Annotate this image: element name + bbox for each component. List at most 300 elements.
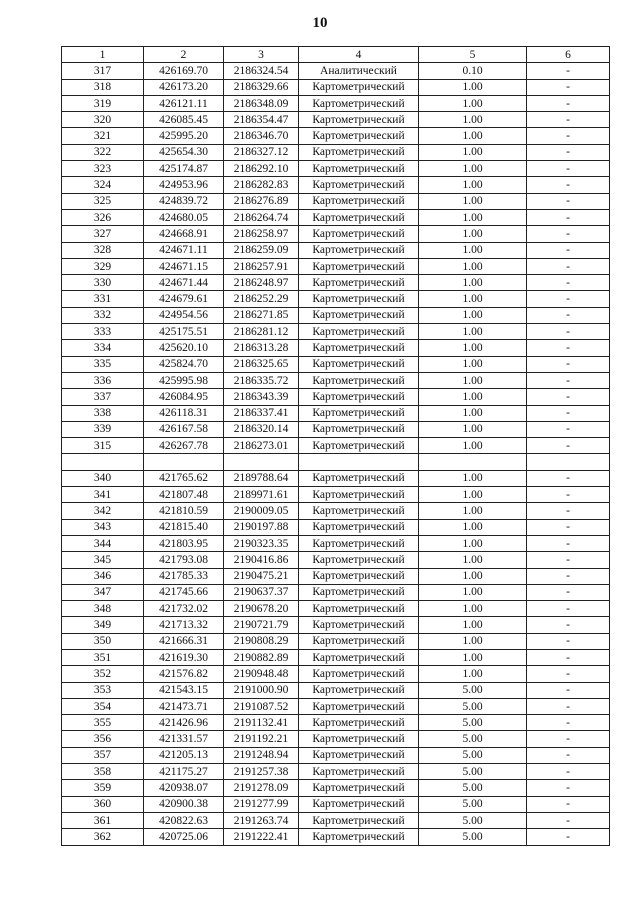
x-coordinate-cell: 421576.82 [144,666,224,682]
accuracy-cell: 5.00 [419,682,527,698]
y-coordinate-cell: 2186252.29 [224,291,299,307]
point-number-cell: 325 [62,193,144,209]
table-row [62,307,610,323]
note-cell: - [527,177,610,193]
accuracy-cell: 1.00 [419,405,527,421]
note-cell: - [527,258,610,274]
method-cell: Картометрический [299,389,419,405]
note-cell: - [527,193,610,209]
accuracy-cell: 1.00 [419,144,527,160]
x-coordinate-cell: 421815.40 [144,519,224,535]
y-coordinate-cell: 2186324.54 [224,63,299,79]
point-number-cell: 341 [62,487,144,503]
accuracy-cell: 1.00 [419,356,527,372]
x-coordinate-cell: 421619.30 [144,649,224,665]
table-row [62,666,610,682]
table-row [62,128,610,144]
accuracy-cell: 1.00 [419,438,527,454]
x-coordinate-cell: 426085.45 [144,112,224,128]
y-coordinate-cell: 2186257.91 [224,258,299,274]
x-coordinate-cell: 421765.62 [144,470,224,486]
table-row [62,95,610,111]
method-cell: Картометрический [299,568,419,584]
point-number-cell: 360 [62,796,144,812]
point-number-cell: 336 [62,372,144,388]
accuracy-cell: 1.00 [419,421,527,437]
method-cell: Картометрический [299,372,419,388]
point-number-cell: 343 [62,519,144,535]
accuracy-cell: 1.00 [419,584,527,600]
note-cell: - [527,601,610,617]
method-cell: Картометрический [299,193,419,209]
table-row [62,340,610,356]
note-cell: - [527,275,610,291]
note-cell: - [527,731,610,747]
x-coordinate-cell: 420822.63 [144,812,224,828]
note-cell: - [527,715,610,731]
point-number-cell: 328 [62,242,144,258]
point-number-cell: 354 [62,698,144,714]
note-cell: - [527,389,610,405]
table-row [62,617,610,633]
method-cell: Картометрический [299,144,419,160]
x-coordinate-cell: 425174.87 [144,161,224,177]
table-row [62,112,610,128]
point-number-cell: 361 [62,812,144,828]
method-cell [299,454,419,470]
x-coordinate-cell: 421745.66 [144,584,224,600]
accuracy-cell: 1.00 [419,601,527,617]
accuracy-cell: 5.00 [419,698,527,714]
note-cell: - [527,307,610,323]
note-cell: - [527,812,610,828]
table-row [62,324,610,340]
accuracy-cell: 1.00 [419,372,527,388]
method-cell: Картометрический [299,487,419,503]
method-cell: Картометрический [299,421,419,437]
point-number-cell: 330 [62,275,144,291]
column-header: 6 [527,47,610,63]
note-cell: - [527,682,610,698]
y-coordinate-cell: 2186320.14 [224,421,299,437]
y-coordinate-cell: 2186248.97 [224,275,299,291]
table-row [62,649,610,665]
note-cell: - [527,796,610,812]
method-cell: Картометрический [299,242,419,258]
accuracy-cell: 1.00 [419,487,527,503]
accuracy-cell: 1.00 [419,112,527,128]
method-cell: Картометрический [299,275,419,291]
table-row [62,177,610,193]
accuracy-cell: 1.00 [419,666,527,682]
accuracy-cell: 1.00 [419,535,527,551]
y-coordinate-cell: 2186258.97 [224,226,299,242]
accuracy-cell: 5.00 [419,731,527,747]
y-coordinate-cell: 2186327.12 [224,144,299,160]
point-number-cell: 349 [62,617,144,633]
column-header: 1 [62,47,144,63]
table-row [62,144,610,160]
x-coordinate-cell: 424671.11 [144,242,224,258]
table-row [62,633,610,649]
y-coordinate-cell: 2190416.86 [224,552,299,568]
table-row [62,715,610,731]
point-number-cell: 322 [62,144,144,160]
accuracy-cell: 1.00 [419,649,527,665]
point-number-cell: 345 [62,552,144,568]
note-cell: - [527,747,610,763]
note-cell: - [527,503,610,519]
note-cell: - [527,226,610,242]
x-coordinate-cell: 420938.07 [144,780,224,796]
table-row [62,242,610,258]
method-cell: Картометрический [299,324,419,340]
y-coordinate-cell: 2186325.65 [224,356,299,372]
x-coordinate-cell: 424679.61 [144,291,224,307]
x-coordinate-cell: 425824.70 [144,356,224,372]
method-cell: Картометрический [299,535,419,551]
point-number-cell: 342 [62,503,144,519]
note-cell: - [527,552,610,568]
method-cell: Картометрический [299,209,419,225]
note-cell: - [527,535,610,551]
y-coordinate-cell: 2190197.88 [224,519,299,535]
accuracy-cell: 1.00 [419,242,527,258]
note-cell: - [527,764,610,780]
note-cell: - [527,242,610,258]
y-coordinate-cell: 2189971.61 [224,487,299,503]
method-cell: Картометрический [299,177,419,193]
accuracy-cell: 1.00 [419,128,527,144]
accuracy-cell: 1.00 [419,568,527,584]
note-cell: - [527,161,610,177]
method-cell: Картометрический [299,128,419,144]
y-coordinate-cell: 2190882.89 [224,649,299,665]
y-coordinate-cell: 2186292.10 [224,161,299,177]
accuracy-cell: 0.10 [419,63,527,79]
point-number-cell: 357 [62,747,144,763]
y-coordinate-cell: 2186259.09 [224,242,299,258]
accuracy-cell: 1.00 [419,324,527,340]
method-cell: Картометрический [299,764,419,780]
accuracy-cell: 1.00 [419,552,527,568]
y-coordinate-cell: 2191087.52 [224,698,299,714]
accuracy-cell: 5.00 [419,812,527,828]
accuracy-cell: 1.00 [419,95,527,111]
page-number: 10 [312,15,328,31]
accuracy-cell: 1.00 [419,307,527,323]
y-coordinate-cell: 2191257.38 [224,764,299,780]
y-coordinate-cell: 2186282.83 [224,177,299,193]
x-coordinate-cell: 421666.31 [144,633,224,649]
column-header: 4 [299,47,419,63]
method-cell: Картометрический [299,470,419,486]
y-coordinate-cell: 2186264.74 [224,209,299,225]
point-number-cell: 337 [62,389,144,405]
point-number-cell: 332 [62,307,144,323]
table-row [62,454,610,470]
table-row [62,698,610,714]
y-coordinate-cell: 2190721.79 [224,617,299,633]
x-coordinate-cell: 426267.78 [144,438,224,454]
accuracy-cell: 1.00 [419,209,527,225]
note-cell: - [527,487,610,503]
x-coordinate-cell: 424668.91 [144,226,224,242]
x-coordinate-cell: 424839.72 [144,193,224,209]
note-cell: - [527,372,610,388]
table-row [62,584,610,600]
note-cell: - [527,79,610,95]
y-coordinate-cell: 2191000.90 [224,682,299,698]
point-number-cell: 339 [62,421,144,437]
point-number-cell: 356 [62,731,144,747]
point-number-cell: 318 [62,79,144,95]
x-coordinate-cell: 421713.32 [144,617,224,633]
y-coordinate-cell: 2189788.64 [224,470,299,486]
table-row [62,487,610,503]
table-row [62,79,610,95]
note-cell: - [527,780,610,796]
note-cell: - [527,405,610,421]
y-coordinate-cell: 2186348.09 [224,95,299,111]
method-cell: Картометрический [299,633,419,649]
point-number-cell: 338 [62,405,144,421]
table-row [62,405,610,421]
point-number-cell: 358 [62,764,144,780]
point-number-cell: 352 [62,666,144,682]
accuracy-cell: 5.00 [419,764,527,780]
x-coordinate-cell: 426084.95 [144,389,224,405]
y-coordinate-cell: 2190808.29 [224,633,299,649]
point-number-cell: 320 [62,112,144,128]
accuracy-cell: 1.00 [419,161,527,177]
x-coordinate-cell: 421732.02 [144,601,224,617]
table-row [62,193,610,209]
accuracy-cell: 1.00 [419,226,527,242]
method-cell: Картометрический [299,519,419,535]
y-coordinate-cell: 2191248.94 [224,747,299,763]
x-coordinate-cell: 424680.05 [144,209,224,225]
coordinates-table [61,46,610,846]
x-coordinate-cell: 426167.58 [144,421,224,437]
table-row [62,275,610,291]
x-coordinate-cell: 421803.95 [144,535,224,551]
y-coordinate-cell: 2186271.85 [224,307,299,323]
note-cell: - [527,438,610,454]
method-cell: Картометрический [299,95,419,111]
note-cell: - [527,470,610,486]
point-number-cell: 329 [62,258,144,274]
note-cell: - [527,291,610,307]
x-coordinate-cell [144,454,224,470]
accuracy-cell: 1.00 [419,79,527,95]
note-cell: - [527,95,610,111]
method-cell: Картометрический [299,731,419,747]
y-coordinate-cell: 2190009.05 [224,503,299,519]
x-coordinate-cell: 425995.98 [144,372,224,388]
table-header-row [62,47,610,63]
point-number-cell: 346 [62,568,144,584]
point-number-cell: 315 [62,438,144,454]
point-number-cell: 327 [62,226,144,242]
method-cell: Картометрический [299,438,419,454]
table-row [62,796,610,812]
y-coordinate-cell: 2191222.41 [224,829,299,845]
table-body [62,63,610,845]
y-coordinate-cell: 2186354.47 [224,112,299,128]
x-coordinate-cell: 426169.70 [144,63,224,79]
point-number-cell: 331 [62,291,144,307]
note-cell: - [527,617,610,633]
y-coordinate-cell: 2191278.09 [224,780,299,796]
point-number-cell: 324 [62,177,144,193]
method-cell: Картометрический [299,226,419,242]
x-coordinate-cell: 421793.08 [144,552,224,568]
point-number-cell [62,454,144,470]
method-cell: Картометрический [299,552,419,568]
accuracy-cell: 1.00 [419,177,527,193]
point-number-cell: 344 [62,535,144,551]
note-cell: - [527,698,610,714]
y-coordinate-cell: 2186276.89 [224,193,299,209]
accuracy-cell: 1.00 [419,470,527,486]
note-cell: - [527,209,610,225]
accuracy-cell: 1.00 [419,503,527,519]
table-row [62,63,610,79]
point-number-cell: 321 [62,128,144,144]
y-coordinate-cell: 2191192.21 [224,731,299,747]
table-row [62,356,610,372]
accuracy-cell: 5.00 [419,796,527,812]
note-cell: - [527,63,610,79]
point-number-cell: 326 [62,209,144,225]
table-row [62,747,610,763]
table-row [62,731,610,747]
accuracy-cell: 1.00 [419,258,527,274]
y-coordinate-cell: 2186329.66 [224,79,299,95]
table-row [62,812,610,828]
table-row [62,519,610,535]
table-row [62,438,610,454]
table-row [62,470,610,486]
method-cell: Картометрический [299,503,419,519]
table-row [62,258,610,274]
method-cell: Картометрический [299,617,419,633]
point-number-cell: 317 [62,63,144,79]
x-coordinate-cell: 426173.20 [144,79,224,95]
x-coordinate-cell: 421543.15 [144,682,224,698]
note-cell: - [527,829,610,845]
y-coordinate-cell: 2186335.72 [224,372,299,388]
note-cell: - [527,144,610,160]
x-coordinate-cell: 421331.57 [144,731,224,747]
point-number-cell: 359 [62,780,144,796]
y-coordinate-cell: 2190678.20 [224,601,299,617]
note-cell: - [527,633,610,649]
x-coordinate-cell: 426121.11 [144,95,224,111]
accuracy-cell: 1.00 [419,291,527,307]
x-coordinate-cell: 424671.15 [144,258,224,274]
accuracy-cell: 1.00 [419,340,527,356]
accuracy-cell: 1.00 [419,617,527,633]
x-coordinate-cell: 421807.48 [144,487,224,503]
note-cell: - [527,340,610,356]
method-cell: Картометрический [299,601,419,617]
note-cell [527,454,610,470]
point-number-cell: 335 [62,356,144,372]
x-coordinate-cell: 425995.20 [144,128,224,144]
table-row [62,389,610,405]
note-cell: - [527,519,610,535]
method-cell: Картометрический [299,780,419,796]
accuracy-cell: 5.00 [419,780,527,796]
method-cell: Картометрический [299,649,419,665]
method-cell: Картометрический [299,161,419,177]
table-row [62,209,610,225]
table-row [62,552,610,568]
y-coordinate-cell [224,454,299,470]
table-row [62,161,610,177]
point-number-cell: 350 [62,633,144,649]
method-cell: Картометрический [299,307,419,323]
point-number-cell: 334 [62,340,144,356]
method-cell: Картометрический [299,666,419,682]
note-cell: - [527,128,610,144]
note-cell: - [527,584,610,600]
note-cell: - [527,324,610,340]
table-row [62,291,610,307]
y-coordinate-cell: 2190323.35 [224,535,299,551]
point-number-cell: 348 [62,601,144,617]
method-cell: Картометрический [299,682,419,698]
x-coordinate-cell: 420900.38 [144,796,224,812]
table-row [62,682,610,698]
point-number-cell: 323 [62,161,144,177]
x-coordinate-cell: 421175.27 [144,764,224,780]
y-coordinate-cell: 2190948.48 [224,666,299,682]
table-row [62,503,610,519]
y-coordinate-cell: 2186273.01 [224,438,299,454]
method-cell: Картометрический [299,340,419,356]
x-coordinate-cell: 425654.30 [144,144,224,160]
point-number-cell: 340 [62,470,144,486]
x-coordinate-cell: 424954.56 [144,307,224,323]
x-coordinate-cell: 421426.96 [144,715,224,731]
table-row [62,421,610,437]
accuracy-cell: 5.00 [419,715,527,731]
method-cell: Картометрический [299,584,419,600]
x-coordinate-cell: 421785.33 [144,568,224,584]
note-cell: - [527,356,610,372]
point-number-cell: 353 [62,682,144,698]
method-cell: Картометрический [299,715,419,731]
accuracy-cell: 1.00 [419,275,527,291]
table-row [62,372,610,388]
accuracy-cell: 1.00 [419,519,527,535]
x-coordinate-cell: 425175.51 [144,324,224,340]
note-cell: - [527,568,610,584]
x-coordinate-cell: 421205.13 [144,747,224,763]
method-cell: Аналитический [299,63,419,79]
x-coordinate-cell: 421810.59 [144,503,224,519]
method-cell: Картометрический [299,356,419,372]
table-row [62,601,610,617]
accuracy-cell: 1.00 [419,633,527,649]
method-cell: Картометрический [299,291,419,307]
method-cell: Картометрический [299,796,419,812]
x-coordinate-cell: 424953.96 [144,177,224,193]
table-row [62,780,610,796]
